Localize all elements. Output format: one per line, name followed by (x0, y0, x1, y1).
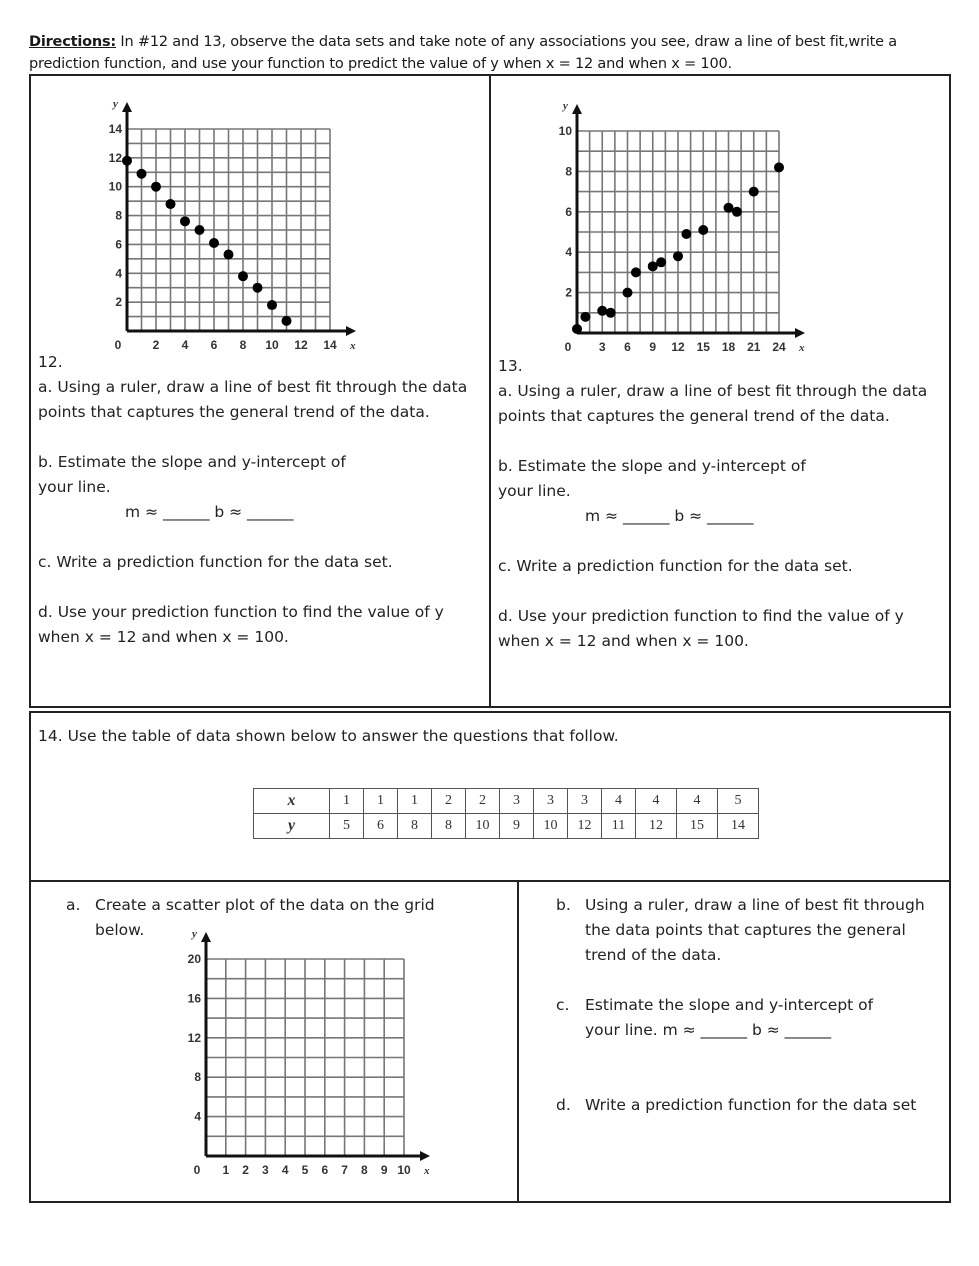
graph-13-data-point (774, 162, 784, 172)
graph-14-x-tick-label: 6 (321, 1163, 329, 1177)
graph-14-x-tick-label: 5 (301, 1163, 309, 1177)
problem-14-a-text2: below. (95, 921, 145, 939)
problem-12-b2: your line. (38, 478, 111, 496)
table-cell-x: 2 (432, 789, 466, 814)
graph-13-data-point (681, 229, 691, 239)
directions-text: In #12 and 13, observe the data sets and take note of any associations you see, draw a line of best fit,write a prediction function, and use your function to predict the value of y when x = 12 and when x = 100. (29, 34, 897, 72)
problem-14-d-marker: d. (556, 1096, 571, 1114)
problem-14-right-items (556, 893, 946, 1118)
problem-13-number: 13. (498, 357, 523, 375)
table-cell-x: 4 (636, 789, 677, 814)
graph-12-x-tick-label: 14 (323, 338, 337, 352)
graph-13-data-point (580, 312, 590, 322)
graph-13-data-point (572, 324, 582, 334)
graph-13-x-tick-label: 0 (564, 340, 572, 354)
graph-14-x-tick-label: 1 (222, 1163, 230, 1177)
graph-12-data-point (122, 156, 132, 166)
table-cell-x: 4 (677, 789, 718, 814)
graph-13-x-tick-label: 18 (721, 340, 736, 354)
graph-12-data-point (238, 271, 248, 281)
problem-12-a: a. Using a ruler, draw a line of best fit through the data points that captures the general trend of the data. (38, 378, 468, 421)
graph-13-x-arrow-icon (795, 328, 805, 338)
graph-14-x-label: x (424, 1165, 430, 1177)
graph-13-data-point (732, 207, 742, 217)
graph-13-x-tick-label: 6 (624, 340, 631, 354)
graph-14-x-tick-label: 10 (397, 1163, 411, 1177)
graph-12-x-tick-label: 2 (152, 338, 160, 352)
graph-12-y-tick-label: 10 (108, 179, 122, 194)
graph-14-y-tick-label: 20 (187, 952, 201, 966)
graph-12-y-tick-label: 6 (115, 237, 122, 252)
graph-13-x-tick-label: 15 (696, 340, 710, 354)
graph-14-y-tick-label: 16 (187, 991, 201, 1006)
graph-12-x-tick-label: 6 (210, 338, 218, 352)
problem-12-number: 12. (38, 353, 63, 371)
problem-12 (38, 350, 483, 650)
problem-14-c-text1: Estimate the slope and y-intercept of (585, 996, 874, 1014)
table-cell-y: 10 (534, 814, 568, 839)
graph-12-x-tick-label: 12 (294, 338, 308, 352)
problem-14-a-text1: Create a scatter plot of the data on the grid (95, 896, 435, 914)
table-cell-y: 6 (364, 814, 398, 839)
graph-12-y-arrow-icon (122, 102, 132, 112)
directions-label: Directions: (29, 34, 117, 50)
graph-12-x-tick-label: 0 (114, 338, 122, 352)
table-cell-x: 2 (466, 789, 500, 814)
graph-13-x-label: x (799, 342, 805, 354)
table-cell-y: 9 (500, 814, 534, 839)
graph-12-data-point (267, 300, 277, 310)
problem-14-c-marker: c. (556, 996, 570, 1014)
divider-14-bottom (517, 880, 519, 1203)
graph-14-y-tick-label: 12 (187, 1030, 201, 1045)
graph-14-y-tick-label: 4 (194, 1109, 201, 1124)
problem-14-a (66, 893, 506, 943)
table-cell-y: 8 (432, 814, 466, 839)
table-cell-x: 1 (398, 789, 432, 814)
graph-12-x-tick-label: 10 (265, 338, 279, 352)
table-cell-y: 14 (718, 814, 759, 839)
graph-12-data-point (151, 182, 161, 192)
graph-13-data-point (673, 251, 683, 261)
table-cell-x: 4 (602, 789, 636, 814)
problem-12-b1: b. Estimate the slope and y-intercept of (38, 453, 346, 471)
graph-12-data-point (195, 225, 205, 235)
problem-12-d: d. Use your prediction function to find the value of y when x = 12 and when x = 100. (38, 603, 444, 646)
problem-14-c-text2[interactable]: your line. m ≈ ______ b ≈ ______ (585, 1021, 832, 1039)
graph-14-y-label: y (192, 928, 197, 940)
graph-12-data-point (209, 238, 219, 248)
graph-14-x-tick-label: 0 (193, 1163, 201, 1177)
graph-13-data-point (656, 257, 666, 267)
graph-12-data-point (282, 316, 292, 326)
graph-13-y-tick-label: 6 (565, 204, 572, 219)
table-cell-y: 11 (602, 814, 636, 839)
graph-13-x-tick-label: 21 (747, 340, 761, 354)
graph-12-data-point (137, 169, 147, 179)
graph-13-data-point (623, 288, 633, 298)
graph-14-x-tick-label: 9 (380, 1163, 388, 1177)
graph-13-x-tick-label: 3 (598, 340, 606, 354)
problem-13-a: a. Using a ruler, draw a line of best fit through the data points that captures the general trend of the data. (498, 382, 928, 425)
graph-13-data-point (606, 308, 616, 318)
table-cell-x: 3 (534, 789, 568, 814)
graph-14-x-tick-label: 7 (341, 1163, 348, 1177)
graph-13-x-tick-label: 24 (772, 340, 786, 354)
graph-13-data-point (698, 225, 708, 235)
graph-12-y-tick-label: 8 (115, 208, 122, 223)
graph-14-x-tick-label: 3 (262, 1163, 269, 1177)
graph-14-y-tick-label: 8 (194, 1070, 201, 1085)
graph-12-data-point (224, 250, 234, 260)
table-header-x: x (254, 789, 330, 814)
graph-12-y-tick-label: 12 (108, 150, 122, 165)
graph-12-data-point (166, 199, 176, 209)
table-cell-x: 3 (568, 789, 602, 814)
table-cell-x: 5 (718, 789, 759, 814)
graph-12-y-tick-label: 4 (115, 266, 122, 281)
graph-12-data-point (253, 283, 263, 293)
problem-14-a-marker: a. (66, 896, 81, 914)
table-cell-y: 12 (636, 814, 677, 839)
table-cell-y: 15 (677, 814, 718, 839)
problem-14-b-text: Using a ruler, draw a line of best fit through the data points that captures the general trend of the data. (585, 896, 925, 964)
problem-12-c: c. Write a prediction function for the data set. (38, 553, 393, 571)
graph-14-x-tick-label: 2 (242, 1163, 249, 1177)
problem-13-b1: b. Estimate the slope and y-intercept of (498, 457, 806, 475)
graph-13-x-tick-label: 12 (671, 340, 685, 354)
problem-13-slope-intercept-blanks[interactable]: m ≈ ______ b ≈ ______ (585, 507, 754, 525)
graph-13-data-point (749, 187, 759, 197)
graph-12-x-tick-label: 8 (239, 338, 247, 352)
graph-13-data-point (631, 267, 641, 277)
table-cell-y: 5 (330, 814, 364, 839)
graph-12-data-point (180, 216, 190, 226)
data-table (253, 788, 759, 839)
graph-13-y-tick-label: 10 (558, 124, 572, 138)
table-cell-x: 3 (500, 789, 534, 814)
table-cell-y: 12 (568, 814, 602, 839)
problem-14-intro: 14. Use the table of data shown below to answer the questions that follow. (38, 727, 619, 745)
graph-13-y-label: y (563, 100, 568, 112)
table-header-y: y (254, 814, 330, 839)
divider-14-top (29, 880, 951, 882)
table-row-x (254, 789, 759, 814)
graph-13-y-tick-label: 2 (565, 285, 572, 300)
table-cell-y: 8 (398, 814, 432, 839)
problem-13-b2: your line. (498, 482, 571, 500)
graph-13-y-tick-label: 4 (565, 245, 572, 260)
graph-13-y-arrow-icon (572, 104, 582, 114)
table-cell-x: 1 (364, 789, 398, 814)
graph-12-y-label: y (113, 98, 118, 110)
graph-12-y-tick-label: 14 (108, 122, 122, 136)
graph-13-y-tick-label: 8 (565, 164, 572, 179)
problem-13 (498, 354, 943, 654)
problem-14-b-marker: b. (556, 896, 571, 914)
graph-12-x-label: x (350, 340, 356, 352)
graph-12-y-tick-label: 2 (115, 295, 122, 310)
problem-13-d: d. Use your prediction function to find the value of y when x = 12 and when x = 100. (498, 607, 904, 650)
problem-13-c: c. Write a prediction function for the data set. (498, 557, 853, 575)
graph-14-x-tick-label: 8 (361, 1163, 368, 1177)
graph-13-x-tick-label: 9 (649, 340, 657, 354)
graph-13-data-point (597, 306, 607, 316)
table-cell-x: 1 (330, 789, 364, 814)
graph-12-x-arrow-icon (346, 326, 356, 336)
problem-12-slope-intercept-blanks[interactable]: m ≈ ______ b ≈ ______ (125, 503, 294, 521)
graph-14-x-tick-label: 4 (281, 1163, 289, 1177)
table-cell-y: 10 (466, 814, 500, 839)
problem-14-d-text: Write a prediction function for the data set (585, 1096, 917, 1114)
graph-12-x-tick-label: 4 (181, 338, 189, 352)
table-row-y (254, 814, 759, 839)
